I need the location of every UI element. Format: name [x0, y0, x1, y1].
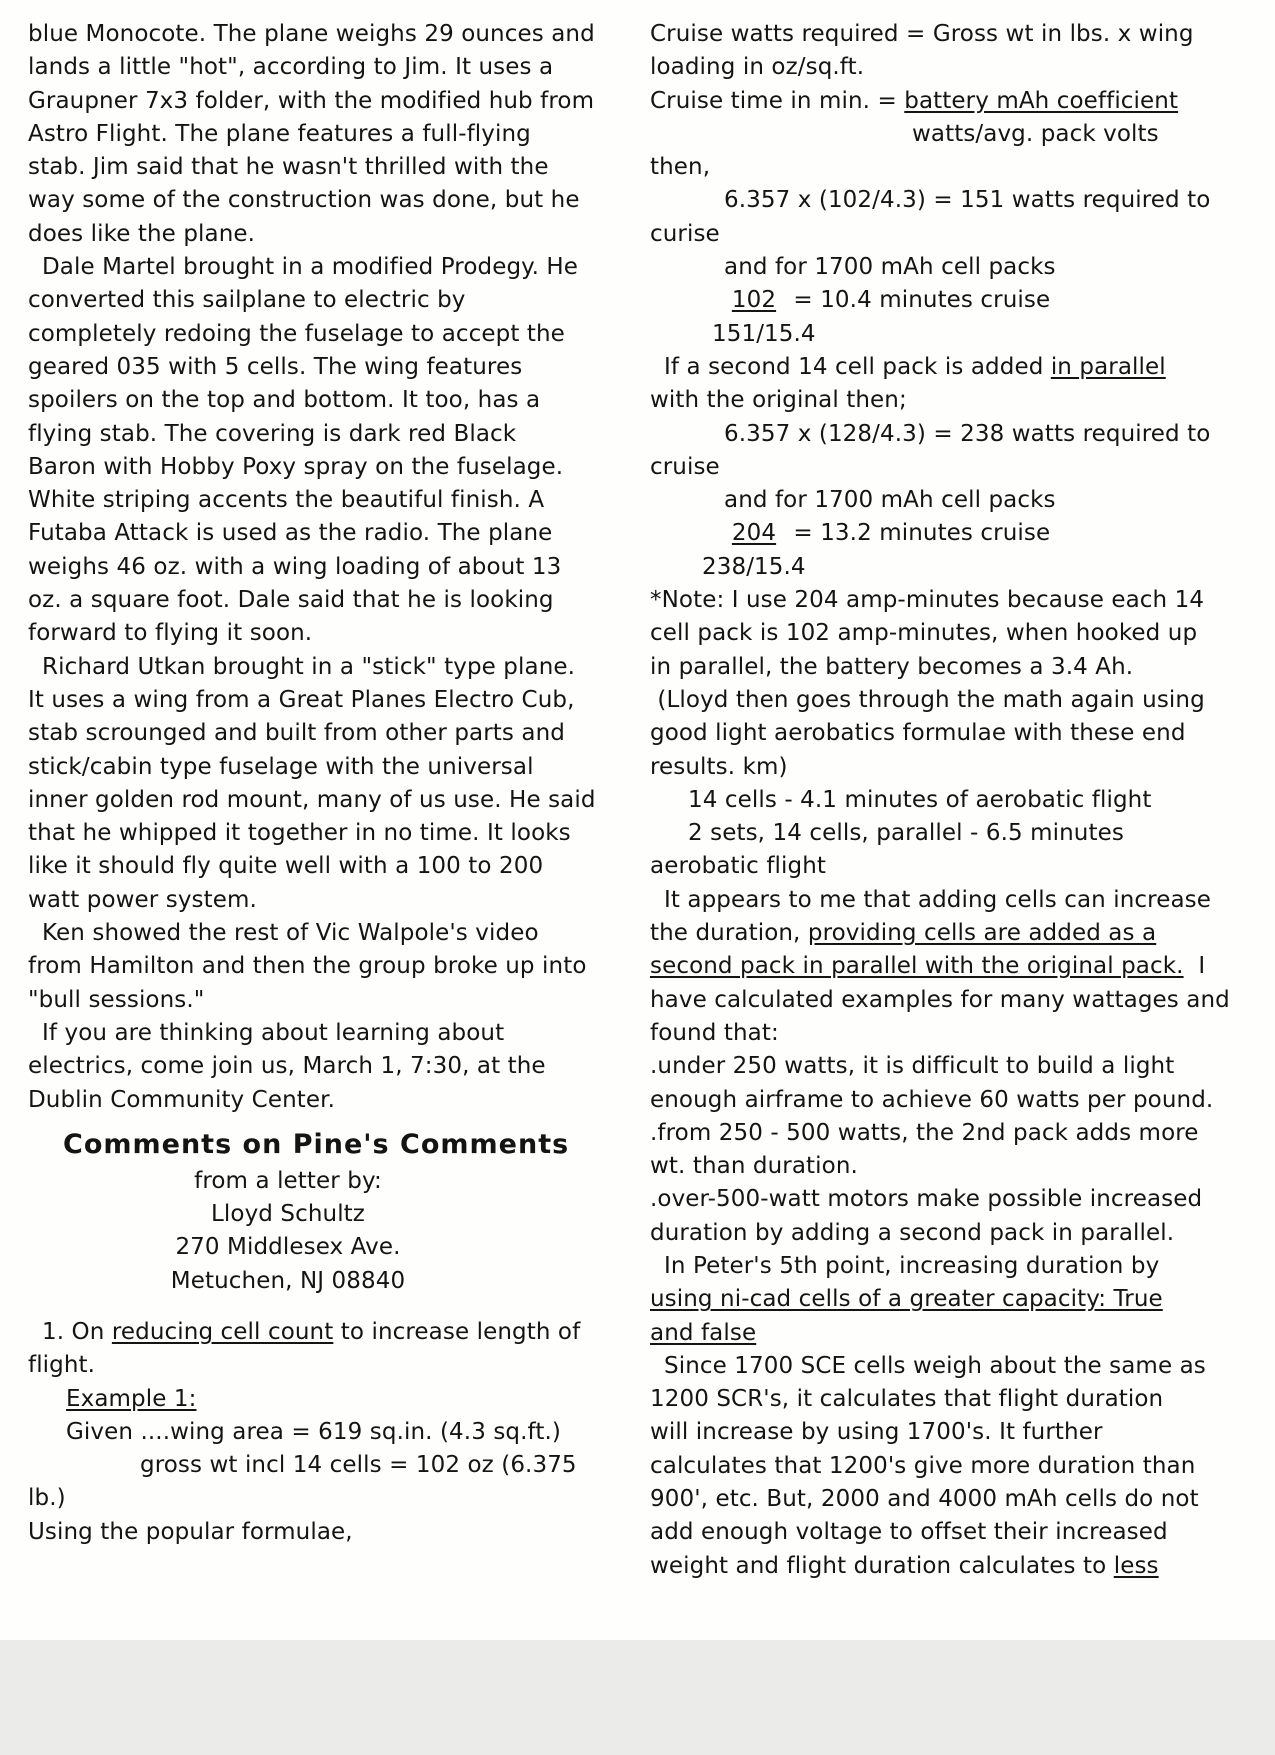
text-line: found that: [650, 1019, 779, 1046]
text-line: good light aerobatics formulae with these end [650, 720, 1186, 747]
text-line: aerobatic flight [650, 853, 826, 880]
text-line: oz. a square foot. Dale said that he is looking [28, 587, 554, 614]
calc-result [650, 517, 1255, 550]
text-span: If a second 14 cell pack is added [664, 353, 1051, 380]
note-paragraph [650, 584, 1255, 684]
text-line: in parallel, the battery becomes a 3.4 Ah. [650, 653, 1134, 680]
spacer [28, 1298, 628, 1316]
text-line: converted this sailplane to electric by [28, 287, 466, 314]
given-line: Given ....wing area = 619 sq.in. (4.3 sq.ft.) [66, 1418, 561, 1445]
text-line: Graupner 7x3 folder, with the modified hub from [28, 87, 595, 114]
text-line: 1200 SCR's, it calculates that flight duration [650, 1386, 1164, 1413]
paragraph-invitation [28, 1017, 628, 1117]
text-line [650, 351, 1255, 384]
text-line: add enough voltage to offset their increased [650, 1519, 1168, 1546]
paragraph-jim-plane [28, 18, 628, 251]
text-line: cruise [650, 453, 720, 480]
text-line: blue Monocote. The plane weighs 29 ounces and [28, 21, 595, 47]
text-line: In Peter's 5th point, increasing duration by [664, 1252, 1160, 1279]
text-line: completely redoing the fuselage to accept the [28, 320, 565, 347]
text-line: White striping accents the beautiful finish. A [28, 487, 545, 514]
text-span: I [1183, 953, 1206, 980]
formula-line: Cruise watts required = Gross wt in lbs. x wing [650, 21, 1194, 47]
text-line: wt. than duration. [650, 1153, 858, 1180]
text-line: from Hamilton and then the group broke up into [28, 953, 587, 980]
fraction-numerator: 204 [731, 520, 777, 547]
text-line: duration by adding a second pack in parallel. [650, 1219, 1175, 1246]
text-line: that he whipped it together in no time. It looks [28, 820, 571, 847]
text-span: = 13.2 minutes cruise [786, 520, 1051, 547]
text-line: like it should fly quite well with a 100 to 200 [28, 853, 544, 880]
text-span: weight and flight duration calculates to [650, 1552, 1114, 1579]
author-name: Lloyd Schultz [211, 1201, 365, 1228]
calc-line: 6.357 x (128/4.3) = 238 watts required to [724, 420, 1211, 447]
byline-line: from a letter by: [194, 1167, 382, 1194]
article-heading: Comments on Pine's Comments [63, 1128, 570, 1160]
text-line: Dale Martel brought in a modified Prodegy. He [42, 254, 579, 281]
result-line: 14 cells - 4.1 minutes of aerobatic flight [688, 786, 1152, 813]
text-line: flight. [28, 1352, 96, 1379]
text-line: Using the popular formulae, [28, 1518, 353, 1545]
text-line: "bull sessions." [28, 986, 205, 1013]
text-line: does like the plane. [28, 220, 256, 247]
text-line: Dublin Community Center. [28, 1086, 335, 1113]
fraction-numerator: battery mAh coefficient [904, 87, 1179, 114]
bullet-line: .under 250 watts, it is difficult to build a light [650, 1053, 1175, 1080]
example-label: Example 1: [66, 1385, 197, 1412]
text-line [650, 1550, 1255, 1583]
underlined-phrase: in parallel [1050, 353, 1166, 380]
text-line: lands a little "hot", according to Jim. It uses a [28, 54, 554, 81]
bullet-line: .from 250 - 500 watts, the 2nd pack adds more [650, 1119, 1199, 1146]
text-line: cell pack is 102 amp-minutes, when hooked up [650, 620, 1198, 647]
underlined-phrase: using ni-cad cells of a greater capacity: True [650, 1286, 1163, 1313]
text-line: Since 1700 SCE cells weigh about the same as [664, 1352, 1206, 1379]
text-line: will increase by using 1700's. It further [650, 1419, 1103, 1446]
text-line: forward to flying it soon. [28, 620, 313, 647]
text-line: Astro Flight. The plane features a full-flying [28, 120, 531, 147]
text-line: (Lloyd then goes through the math again using [650, 686, 1205, 713]
calc-result [650, 284, 1255, 317]
text-line: way some of the construction was done, but he [28, 187, 580, 214]
underlined-phrase: reducing cell count [111, 1318, 334, 1345]
text-line: Futaba Attack is used as the radio. The plane [28, 520, 553, 547]
underlined-phrase: second pack in parallel with the original pack. [650, 953, 1184, 980]
text-line: curise [650, 220, 720, 247]
text-line: and for 1700 mAh cell packs [724, 487, 1056, 514]
text-line: have calculated examples for many wattages and [650, 986, 1230, 1013]
text-line: stab scrounged and built from other parts and [28, 720, 565, 747]
text-line: then, [650, 154, 711, 181]
text-line: 900', etc. But, 2000 and 4000 mAh cells do not [650, 1486, 1199, 1513]
text-line: stab. Jim said that he wasn't thrilled with the [28, 154, 549, 181]
text-line: Richard Utkan brought in a "stick" type plane. [42, 653, 576, 680]
text-line [650, 917, 1255, 950]
text-line: spoilers on the top and bottom. It too, has a [28, 387, 541, 414]
underlined-phrase: and false [650, 1319, 757, 1346]
text-line: It appears to me that adding cells can increase [664, 886, 1211, 913]
text-line: and for 1700 mAh cell packs [724, 254, 1056, 281]
given-line: lb.) [28, 1485, 66, 1512]
formula-line [650, 85, 1255, 118]
text-line: flying stab. The covering is dark red Black [28, 420, 517, 447]
paragraph-richard-utkan [28, 651, 628, 917]
author-city: Metuchen, NJ 08840 [170, 1267, 406, 1294]
text-span: the duration, [650, 920, 808, 947]
bullet-line: .over-500-watt motors make possible increased [650, 1186, 1203, 1213]
editor-aside [650, 684, 1255, 784]
text-span: Cruise time in min. = [650, 87, 905, 114]
text-span: 1. On [42, 1318, 112, 1345]
byline [28, 1165, 628, 1298]
text-line: weighs 46 oz. with a wing loading of about 13 [28, 553, 562, 580]
point-one [28, 1316, 628, 1349]
text-line: calculates that 1200's give more duration than [650, 1452, 1196, 1479]
left-column [28, 18, 628, 1549]
text-line: enough airframe to achieve 60 watts per pound. [650, 1086, 1214, 1113]
calc-line: 6.357 x (102/4.3) = 151 watts required to [724, 187, 1211, 214]
text-line: It uses a wing from a Great Planes Electro Cub, [28, 686, 575, 713]
formula-line: loading in oz/sq.ft. [650, 54, 865, 81]
text-line: Ken showed the rest of Vic Walpole's video [42, 920, 539, 947]
text-line: watt power system. [28, 886, 257, 913]
text-line: *Note: I use 204 amp-minutes because each 14 [650, 587, 1205, 614]
text-line: results. km) [650, 753, 788, 780]
text-line: stick/cabin type fuselage with the universal [28, 753, 534, 780]
result-line: 2 sets, 14 cells, parallel - 6.5 minutes [688, 820, 1124, 847]
text-span: = 10.4 minutes cruise [786, 287, 1051, 314]
paragraph-ken-video [28, 917, 628, 1017]
given-line: gross wt incl 14 cells = 102 oz (6.375 [140, 1452, 577, 1479]
fraction-numerator: 102 [731, 287, 777, 314]
underlined-phrase: providing cells are added as a [807, 920, 1157, 947]
underlined-phrase: less [1113, 1552, 1159, 1579]
fraction-denominator: 238/15.4 [702, 553, 806, 580]
text-line: with the original then; [650, 387, 907, 414]
text-line: inner golden rod mount, many of us use. He said [28, 786, 596, 813]
fraction-denominator: 151/15.4 [712, 320, 816, 347]
text-line: electrics, come join us, March 1, 7:30, at the [28, 1053, 546, 1080]
paragraph-dale-martel [28, 251, 628, 651]
right-column [650, 18, 1255, 1583]
text-span: to increase length of [333, 1318, 581, 1345]
paragraph-since [650, 1350, 1255, 1550]
text-line [650, 950, 1255, 983]
text-line: If you are thinking about learning about [42, 1019, 505, 1046]
text-line: geared 035 with 5 cells. The wing features [28, 353, 523, 380]
fraction-denominator: watts/avg. pack volts [912, 120, 1159, 147]
author-street: 270 Middlesex Ave. [175, 1234, 401, 1261]
text-line: Baron with Hobby Poxy spray on the fuselage. [28, 453, 564, 480]
